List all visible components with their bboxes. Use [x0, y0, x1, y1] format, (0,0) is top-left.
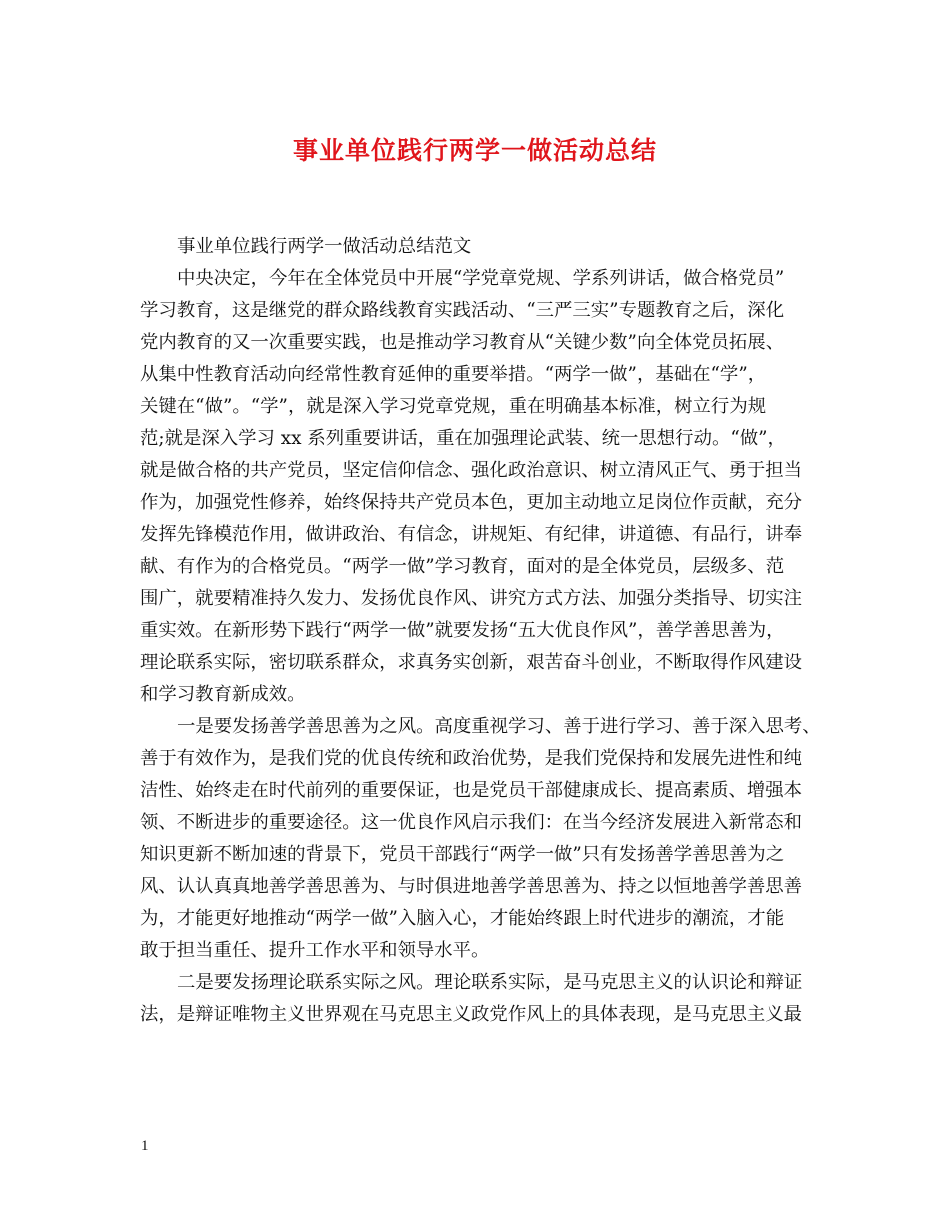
body-line: 敢于担当重任、提升工作水平和领导水平。 — [140, 940, 490, 961]
body-line: 二是要发扬理论联系实际之风。理论联系实际，是马克思主义的认识论和辩证 — [177, 972, 803, 993]
body-line: 风、认认真真地善学善思善为、与时俱进地善学善思善为、持之以恒地善学善思善 — [140, 876, 803, 897]
body-line: 围广，就要精准持久发力、发扬优良作风、讲究方式方法、加强分类指导、切实注 — [140, 588, 803, 609]
body-line: 范;就是深入学习 xx 系列重要讲话，重在加强理论武装、统一思想行动。“做”， — [140, 428, 786, 449]
body-line: 从集中性教育活动向经常性教育延伸的重要举措。“两学一做”，基础在“学”， — [140, 364, 767, 385]
body-line: 关键在“做”。“学”，就是深入学习党章党规，重在明确基本标准，树立行为规 — [140, 396, 767, 417]
body-line: 学习教育，这是继党的群众路线教育实践活动、“三严三实”专题教育之后，深化 — [140, 300, 785, 321]
body-line: 献、有作为的合格党员。“两学一做”学习教育，面对的是全体党员，层级多、范 — [140, 556, 785, 577]
body-line: 一是要发扬善学善思善为之风。高度重视学习、善于进行学习、善于深入思考、 — [177, 716, 821, 737]
body-line: 和学习教育新成效。 — [140, 684, 306, 705]
subtitle-line: 事业单位践行两学一做活动总结范文 — [177, 236, 472, 257]
body-line: 法，是辩证唯物主义世界观在马克思主义政党作风上的具体表现，是马克思主义最 — [140, 1004, 803, 1025]
body-line: 知识更新不断加速的背景下，党员干部践行“两学一做”只有发扬善学善思善为之 — [140, 844, 785, 865]
body-line: 理论联系实际，密切联系群众，求真务实创新，艰苦奋斗创业，不断取得作风建设 — [140, 652, 803, 673]
body-line: 作为，加强党性修养，始终保持共产党员本色，更加主动地立足岗位作贡献，充分 — [140, 492, 803, 513]
body-line: 领、不断进步的重要途径。这一优良作风启示我们：在当今经济发展进入新常态和 — [140, 812, 803, 833]
body-line: 为，才能更好地推动“两学一做”入脑入心，才能始终跟上时代进步的潮流，才能 — [140, 908, 785, 929]
body-line: 就是做合格的共产党员，坚定信仰信念、强化政治意识、树立清风正气、勇于担当 — [140, 460, 803, 481]
body-line: 中央决定，今年在全体党员中开展“学党章党规、学系列讲话，做合格党员” — [177, 268, 785, 289]
body-line: 重实效。在新形势下践行“两学一做”就要发扬“五大优良作风”，善学善思善为， — [140, 620, 785, 641]
document-title: 事业单位践行两学一做活动总结 — [292, 136, 657, 165]
body-line: 发挥先锋模范作用，做讲政治、有信念，讲规矩、有纪律，讲道德、有品行，讲奉 — [140, 524, 803, 545]
page-number: 1 — [141, 1138, 149, 1154]
body-line: 党内教育的又一次重要实践，也是推动学习教育从“关键少数”向全体党员拓展、 — [140, 332, 785, 353]
body-line: 洁性、始终走在时代前列的重要保证，也是党员干部健康成长、提高素质、增强本 — [140, 780, 803, 801]
body-line: 善于有效作为，是我们党的优良传统和政治优势，是我们党保持和发展先进性和纯 — [140, 748, 803, 769]
